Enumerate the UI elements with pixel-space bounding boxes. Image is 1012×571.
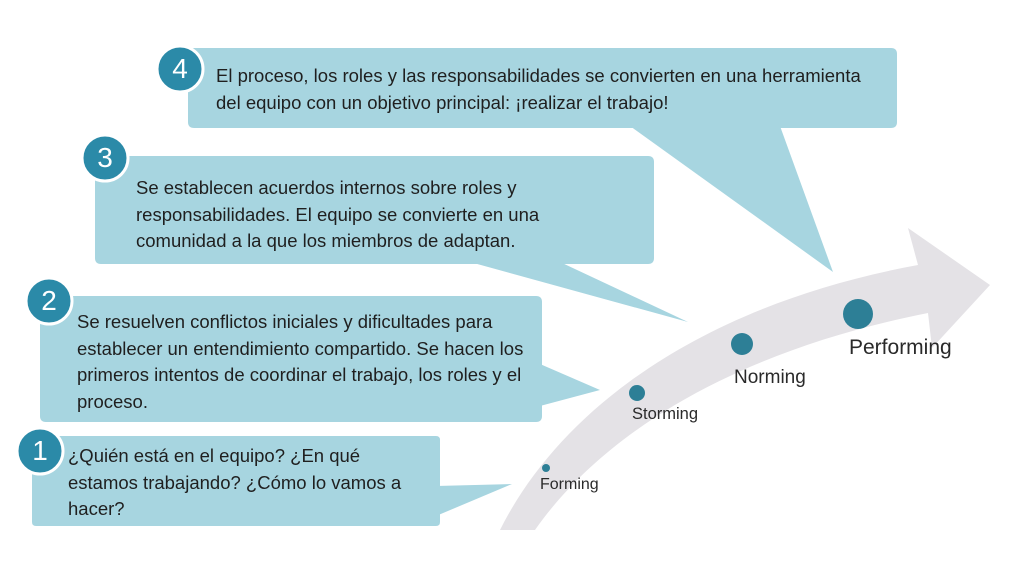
callout-1-text: ¿Quién está en el equipo? ¿En qué estamos trabajando? ¿Cómo lo vamos a hacer? (68, 445, 402, 519)
callout-3-text: Se establecen acuerdos internos sobre roles y responsabilidades. El equipo se convierte en una comunidad a la que los miembros de adaptan. (136, 177, 540, 251)
badge-3-number: 3 (97, 142, 113, 173)
stage-label-performing: Performing (849, 336, 952, 359)
badge-1-number: 1 (32, 435, 48, 466)
stage-label-forming: Forming (540, 476, 599, 493)
callout-4-text: El proceso, los roles y las responsabilidades se convierten en una herramienta del equipo con un objetivo principal: ¡realizar el trabajo! (216, 65, 861, 113)
stage-label-norming: Norming (734, 367, 806, 388)
stage-dot-storming (629, 385, 645, 401)
badge-2-number: 2 (41, 285, 57, 316)
stage-label-storming: Storming (632, 405, 699, 423)
badge-4-number: 4 (172, 53, 188, 84)
callout-2-text: Se resuelven conflictos iniciales y dificultades para establecer un entendimiento compartido. Se hacen los primeros intentos de coordinar el trabajo, los roles y el proceso. (77, 311, 524, 412)
stage-dot-forming (542, 464, 550, 472)
stage-dot-performing (843, 299, 873, 329)
stage-dot-norming (731, 333, 753, 355)
